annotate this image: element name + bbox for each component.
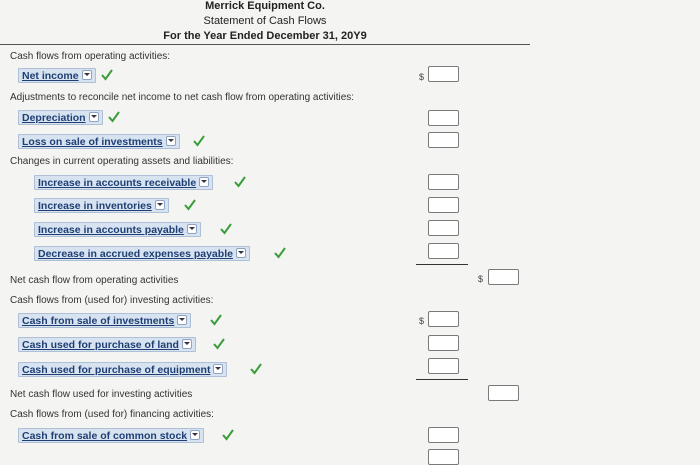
investing-heading: Cash flows from (used for) investing activities: [10,295,214,306]
chevron-down-icon [199,177,209,187]
next-row-input[interactable] [428,449,459,465]
dollar-sign: $ [419,316,425,326]
changes-heading: Changes in current operating assets and liabilities: [10,156,234,167]
check-icon [213,338,225,350]
statement-title: Statement of Cash Flows [203,15,327,27]
check-icon [250,363,262,375]
cash-purchase-equipment-dropdown[interactable] [18,362,227,377]
check-icon [108,111,120,123]
dropdown-label: Increase in inventories [38,200,152,212]
loss-sale-investments-dropdown[interactable] [18,134,180,149]
chevron-down-icon [177,315,187,325]
net-investing-label: Net cash flow used for investing activities [10,389,193,400]
dropdown-label: Depreciation [22,112,86,124]
dollar-sign: $ [478,274,484,284]
depreciation-dropdown[interactable] [18,110,103,125]
cash-sale-common-stock-dropdown[interactable] [18,428,204,443]
check-icon [210,314,222,326]
check-icon [220,223,232,235]
chevron-down-icon [89,112,99,122]
cash-purchase-land-input[interactable] [428,335,459,351]
dropdown-label: Cash used for purchase of land [22,339,179,351]
dropdown-label: Net income [22,70,79,82]
check-icon [274,247,286,259]
chevron-down-icon [236,248,246,258]
inc-accounts-payable-dropdown[interactable] [34,222,201,237]
financing-heading: Cash flows from (used for) financing activities: [10,409,214,420]
dropdown-label: Decrease in accrued expenses payable [38,248,233,260]
dropdown-label: Cash used for purchase of equipment [22,364,211,376]
chevron-down-icon [182,339,192,349]
chevron-down-icon [187,224,197,234]
inc-accounts-payable-input[interactable] [428,220,459,236]
inc-inventories-dropdown[interactable] [34,198,169,213]
statement-period: For the Year Ended December 31, 20Y9 [163,30,367,42]
dropdown-label: Cash from sale of investments [22,315,175,327]
cash-sale-investments-input[interactable] [428,311,459,327]
dropdown-label: Increase in accounts receivable [38,177,197,189]
subtotal-rule [416,264,468,265]
cash-purchase-land-dropdown[interactable] [18,337,196,352]
company-name: Merrick Equipment Co. [205,0,325,12]
chevron-down-icon [166,136,176,146]
cash-purchase-equipment-input[interactable] [428,358,459,374]
check-icon [184,199,196,211]
subtotal-rule [416,379,468,380]
check-icon [193,135,205,147]
chevron-down-icon [82,70,92,80]
net-income-input[interactable] [428,66,459,82]
cash-sale-investments-dropdown[interactable] [18,313,191,328]
cash-sale-common-stock-input[interactable] [428,427,459,443]
operating-heading: Cash flows from operating activities: [10,51,171,62]
net-investing-input[interactable] [488,385,519,401]
inc-accounts-receivable-input[interactable] [428,174,459,190]
depreciation-input[interactable] [428,110,459,126]
loss-sale-investments-input[interactable] [428,132,459,148]
dropdown-label: Cash from sale of common stock [22,430,188,442]
check-icon [234,176,246,188]
dec-accrued-expenses-dropdown[interactable] [34,246,250,261]
inc-accounts-receivable-dropdown[interactable] [34,175,213,190]
chevron-down-icon [213,364,223,374]
net-operating-input[interactable] [488,269,519,285]
dropdown-label: Increase in accounts payable [38,224,184,236]
chevron-down-icon [155,200,165,210]
check-icon [222,429,234,441]
net-income-dropdown[interactable] [18,68,96,83]
inc-inventories-input[interactable] [428,197,459,213]
dec-accrued-expenses-input[interactable] [428,243,459,259]
header-rule [0,44,530,45]
chevron-down-icon [190,430,200,440]
dropdown-label: Loss on sale of investments [22,136,163,148]
dollar-sign: $ [419,72,425,82]
check-icon [101,69,113,81]
adjustments-heading: Adjustments to reconcile net income to net cash flow from operating activities: [10,92,355,103]
net-operating-label: Net cash flow from operating activities [10,275,179,286]
